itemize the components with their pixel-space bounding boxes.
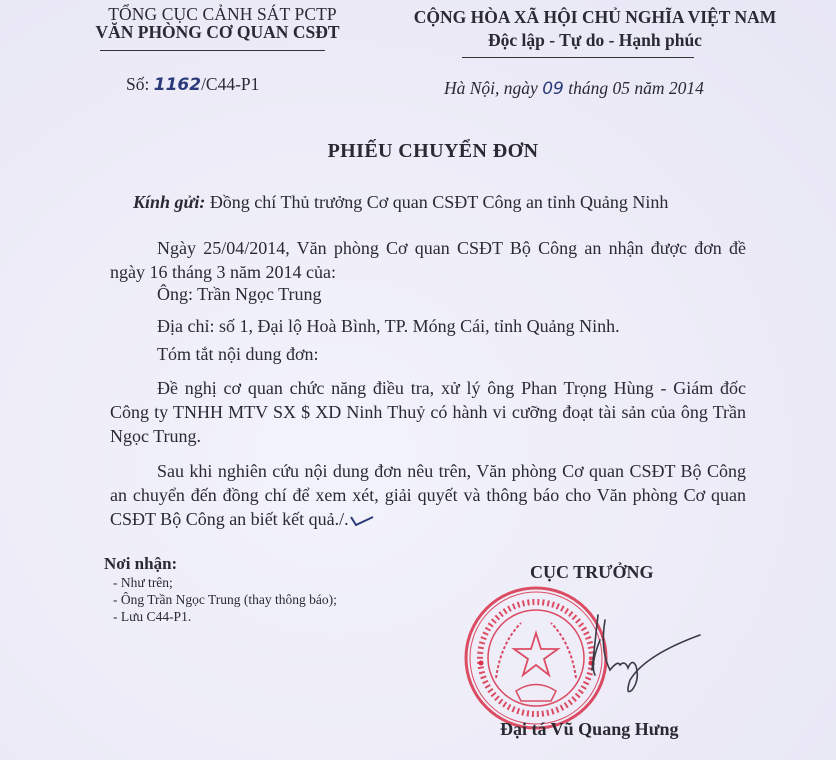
- intro-paragraph: [110, 236, 746, 284]
- recipients-label: Nơi nhận:: [104, 554, 178, 573]
- summary-paragraph: [110, 376, 746, 448]
- day-handwritten: 09: [542, 79, 564, 99]
- recipients-item: - Ông Trần Ngọc Trung (thay thông báo);: [113, 592, 337, 607]
- parent-agency: TỔNG CỤC CẢNH SÁT PCTP: [108, 4, 337, 24]
- checkmark-icon: [349, 513, 375, 527]
- signer-name: Đại tá Vũ Quang Hưng: [500, 719, 679, 739]
- address-line: Địa chỉ: số 1, Đại lộ Hoà Bình, TP. Móng Cái, tỉnh Quảng Ninh.: [157, 316, 620, 336]
- summary-text: Đề nghị cơ quan chức năng điều tra, xử lý ông Phan Trọng Hùng - Giám đốc Công ty TNHH MTV SX $ XD Ninh Thuỷ có hành vi cưỡng đoạt tài sản của ông Trần Ngọc Trung.: [110, 378, 746, 446]
- sender-line: Ông: Trần Ngọc Trung: [157, 284, 322, 304]
- conclusion-text: Sau khi nghiên cứu nội dung đơn nêu trên, Văn phòng Cơ quan CSĐT Bộ Công an chuyển đến đồng chí để xem xét, giải quyết và thông báo cho Văn phòng Cơ quan CSĐT Bộ Công an biết kết quả./.: [110, 461, 746, 529]
- recipient-value: Đồng chí Thủ trưởng Cơ quan CSĐT Công an tỉnh Quảng Ninh: [209, 192, 669, 212]
- handwritten-signature-icon: [570, 610, 710, 700]
- place-date-prefix: Hà Nội, ngày: [444, 78, 538, 98]
- place-date: [444, 78, 704, 99]
- document-title: PHIẾU CHUYỂN ĐƠN: [327, 140, 539, 162]
- national-title: CỘNG HÒA XÃ HỘI CHỦ NGHĨA VIỆT NAM: [413, 7, 777, 27]
- recipients-item: - Như trên;: [113, 575, 173, 590]
- issuing-agency: VĂN PHÒNG CƠ QUAN CSĐT: [95, 22, 340, 42]
- recipient-line: [133, 192, 668, 213]
- place-date-suffix: tháng 05 năm 2014: [568, 78, 704, 98]
- summary-label: Tóm tắt nội dung đơn:: [157, 344, 319, 364]
- signatory-title: CỤC TRƯỞNG: [530, 562, 654, 582]
- recipients-item: - Lưu C44-P1.: [113, 609, 192, 624]
- document-number-suffix: /C44-P1: [201, 74, 260, 94]
- recipient-label: Kính gửi:: [133, 192, 206, 212]
- national-motto: Độc lập - Tự do - Hạnh phúc: [488, 30, 702, 50]
- motto-underline: [462, 57, 694, 58]
- document-number: [126, 74, 259, 95]
- intro-text: Ngày 25/04/2014, Văn phòng Cơ quan CSĐT Bộ Công an nhận được đơn đề ngày 16 tháng 3 năm 2014 của:: [110, 238, 746, 282]
- document-number-prefix: Số:: [126, 74, 150, 94]
- agency-underline: [100, 50, 325, 51]
- conclusion-paragraph: [110, 459, 746, 531]
- document-number-handwritten: 1162: [153, 75, 202, 95]
